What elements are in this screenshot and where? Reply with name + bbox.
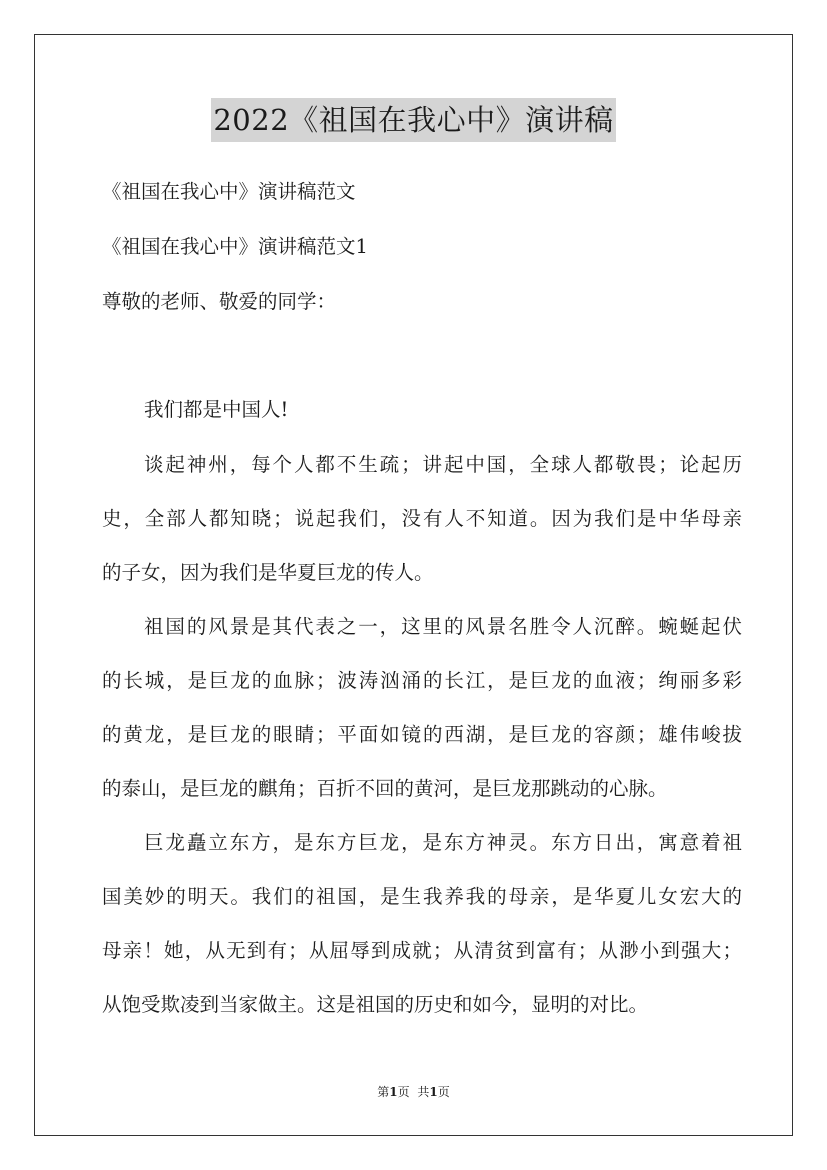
body-line: 的泰山，是巨龙的麒角；百折不回的黄河，是巨龙那跳动的心脉。 — [102, 777, 668, 800]
body-line: 母亲！她，从无到有；从屈辱到成就；从清贫到富有；从渺小到强大； — [102, 939, 742, 962]
page-footer — [0, 1084, 827, 1100]
document-subtitle: 《祖国在我心中》演讲稿范文 — [102, 180, 356, 203]
section-heading: 《祖国在我心中》演讲稿范文1 — [102, 235, 368, 258]
body-line: 史，全部人都知晓；说起我们，没有人不知道。因为我们是中华母亲 — [102, 507, 742, 530]
page-number: 1 — [389, 1085, 398, 1099]
body-line: 我们都是中国人! — [144, 398, 289, 421]
total-pages: 1 — [429, 1085, 438, 1099]
title-container — [0, 98, 827, 142]
footer-prefix: 第 — [377, 1085, 390, 1099]
body-line: 祖国的风景是其代表之一，这里的风景名胜令人沉醉。蜿蜒起伏 — [144, 615, 742, 638]
body-line: 从饱受欺凌到当家做主。这是祖国的历史和如今，显明的对比。 — [102, 993, 649, 1016]
footer-total-suffix: 页 — [437, 1085, 450, 1099]
body-line: 谈起神州，每个人都不生疏；讲起中国，全球人都敬畏；论起历 — [144, 453, 742, 476]
salutation: 尊敬的老师、敬爱的同学： — [102, 290, 337, 313]
body-line: 的黄龙，是巨龙的眼睛；平面如镜的西湖，是巨龙的容颜；雄伟峻拔 — [102, 723, 742, 746]
body-line: 的子女，因为我们是华夏巨龙的传人。 — [102, 561, 434, 584]
footer-total-prefix: 共 — [417, 1085, 430, 1099]
document-title: 2022《祖国在我心中》演讲稿 — [211, 98, 615, 142]
footer-page-suffix: 页 — [397, 1085, 410, 1099]
body-line: 的长城，是巨龙的血脉；波涛汹涌的长江，是巨龙的血液；绚丽多彩 — [102, 669, 742, 692]
body-line: 巨龙矗立东方，是东方巨龙，是东方神灵。东方日出，寓意着祖 — [144, 831, 742, 854]
body-line: 国美妙的明天。我们的祖国，是生我养我的母亲，是华夏儿女宏大的 — [102, 885, 742, 908]
